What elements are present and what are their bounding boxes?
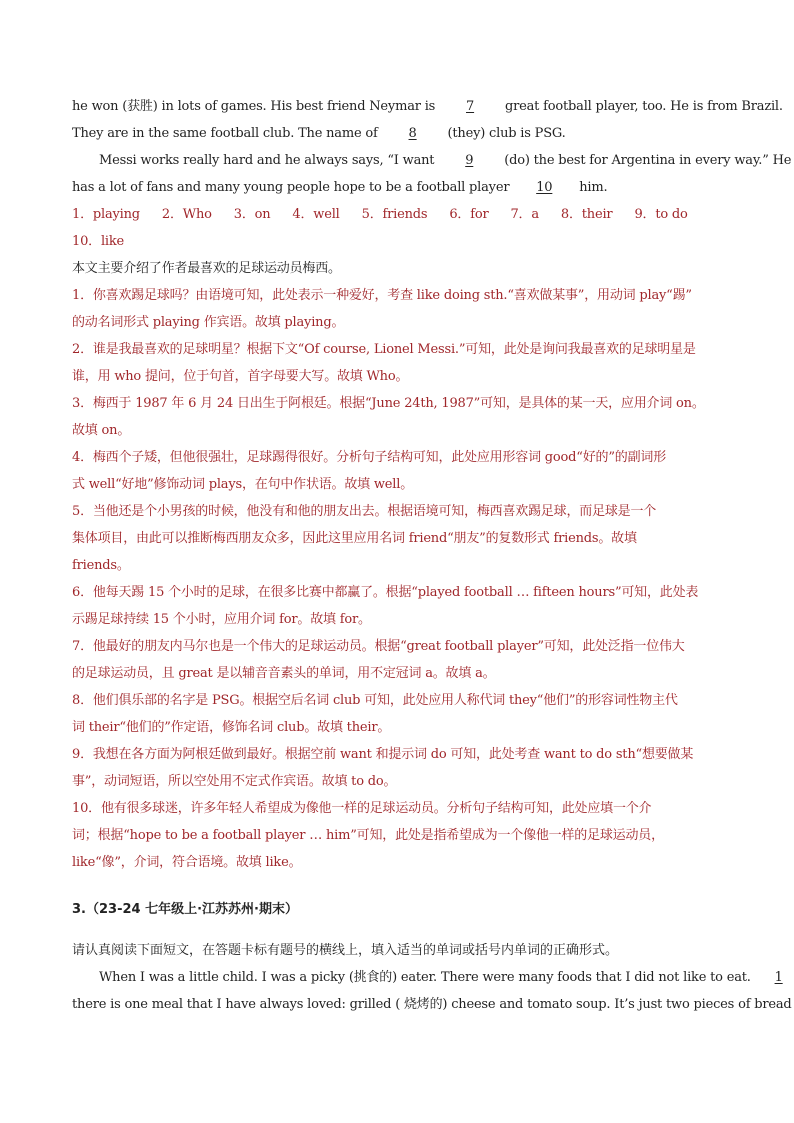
answer-blank[interactable]: 1 (774, 970, 783, 985)
explanation-line: 6．他每天踢 15 个小时的足球，在很多比赛中都赢了。根据“played football … fifteen hours”可知，此处表 (72, 585, 699, 600)
explanation-line: 10．他有很多球迷，许多年轻人希望成为像他一样的足球运动员。分析句子结构可知，此处应填一个介 (72, 801, 652, 816)
explanation-line: 5．当他还是个小男孩的时候，他没有和他的朋友出去。根据语境可知，梅西喜欢踢足球，而足球是一个 (72, 504, 657, 519)
explanation-line: 事”，动词短语，所以空处用不定式作宾语。故填 to do。 (72, 774, 397, 789)
text-run: Messi works really hard and he always says, “I want (99, 153, 439, 168)
answer-key-row-2: 10．like (72, 234, 125, 249)
passage (72, 93, 792, 201)
passage-line (72, 120, 724, 147)
document-page (72, 93, 792, 1018)
explanation-line: 的足球运动员，且 great 是以辅音音素头的单词，用不定冠词 a。故填 a。 (72, 666, 496, 681)
answer-item: 1．playing (72, 207, 140, 222)
explanation-line: 词；根据“hope to be a football player … him”可知，此处是指希望成为一个像他一样的足球运动员， (72, 828, 664, 843)
answer-item: 3．on (233, 207, 271, 222)
explanation-line: 8．他们俱乐部的名字是 PSG。根据空后名词 club 可知，此处应用人称代词 they“他们”的形容词性物主代 (72, 693, 678, 708)
explanation-line: like“像”，介词，符合语境。故填 like。 (72, 855, 302, 870)
explanation (72, 255, 724, 876)
question-3-passage (72, 964, 792, 1018)
answer-blank[interactable]: 9 (465, 153, 474, 168)
text-run: him. (575, 180, 608, 195)
explanation-line: 4．梅西个子矮，但他很强壮，足球踢得很好。分析句子结构可知，此处应用形容词 good“好的”的副词形 (72, 450, 666, 465)
summary-line: 本文主要介绍了作者最喜欢的足球运动员梅西。 (72, 261, 341, 276)
answer-item: 7．a (510, 207, 539, 222)
answer-blank[interactable]: 7 (466, 99, 475, 114)
text-run: has a lot of fans and many young people hope to be a football player (72, 180, 514, 195)
answer-key-row-1 (72, 201, 724, 228)
explanation-line: 集体项目，由此可以推断梅西朋友众多，因此这里应用名词 friend“朋友”的复数形式 friends。故填 (72, 531, 637, 546)
text-run: (they) club is PSG. (443, 126, 566, 141)
explanation-line: 的动名词形式 playing 作宾语。故填 playing。 (72, 315, 345, 330)
question-3-line (72, 991, 792, 1018)
answer-item: 6．for (449, 207, 489, 222)
text-run: They are in the same football club. The name of (72, 126, 382, 141)
passage-line (72, 93, 783, 120)
explanation-line: friends。 (72, 558, 130, 573)
explanation-line: 词 their“他们的”作定语，修饰名词 club。故填 their。 (72, 720, 391, 735)
question-3-heading: 3.（23-24 七年级上·江苏苏州·期末） (72, 902, 298, 917)
text-run: When I was a little child. I was a picky (挑食的) eater. There were many foods that I did not like to eat. (99, 970, 755, 985)
answer-item: 4．well (292, 207, 340, 222)
explanation-line: 式 well“好地”修饰动词 plays，在句中作状语。故填 well。 (72, 477, 414, 492)
passage-line (72, 174, 724, 201)
text-run: great football player, too. He is from Brazil. (501, 99, 783, 114)
text-run: (do) the best for Argentina in every way.” He (500, 153, 792, 168)
answer-blank[interactable]: 10 (536, 180, 553, 195)
explanation-line: 3．梅西于 1987 年 6 月 24 日出生于阿根廷。根据“June 24th, 1987”可知，是具体的某一天，应用介词 on。 (72, 396, 705, 411)
passage-line (72, 147, 792, 174)
explanation-line: 2．谁是我最喜欢的足球明星？根据下文“Of course, Lionel Messi.”可知，此处是询问我最喜欢的足球明星是 (72, 342, 696, 357)
explanation-line: 7．他最好的朋友内马尔也是一个伟大的足球运动员。根据“great football player”可知，此处泛指一位伟大 (72, 639, 685, 654)
question-3-line (72, 964, 783, 991)
explanation-line: 示踢足球持续 15 个小时，应用介词 for。故填 for。 (72, 612, 371, 627)
answer-item: 8．their (560, 207, 613, 222)
explanation-line: 9．我想在各方面为阿根廷做到最好。根据空前 want 和提示词 do 可知，此处考查 want to do sth“想要做某 (72, 747, 694, 762)
answer-item: 2．Who (161, 207, 212, 222)
text-run: there is one meal that I have always loved: grilled ( 烧烤的) cheese and tomato soup. It’s just two pieces of bread (72, 997, 792, 1012)
answer-item: 5．friends (361, 207, 428, 222)
explanation-line: 谁，用 who 提问，位于句首，首字母要大写。故填 Who。 (72, 369, 409, 384)
text-run: he won (获胜) in lots of games. His best friend Neymar is (72, 99, 440, 114)
answer-item: 9．to do (634, 207, 688, 222)
answer-blank[interactable]: 8 (408, 126, 417, 141)
explanation-line: 故填 on。 (72, 423, 131, 438)
question-3-instruction: 请认真阅读下面短文，在答题卡标有题号的横线上，填入适当的单词或括号内单词的正确形式。 (72, 943, 619, 958)
explanation-line: 1．你喜欢踢足球吗？由语境可知，此处表示一种爱好，考查 like doing sth.“喜欢做某事”，用动词 play“踢” (72, 288, 692, 303)
